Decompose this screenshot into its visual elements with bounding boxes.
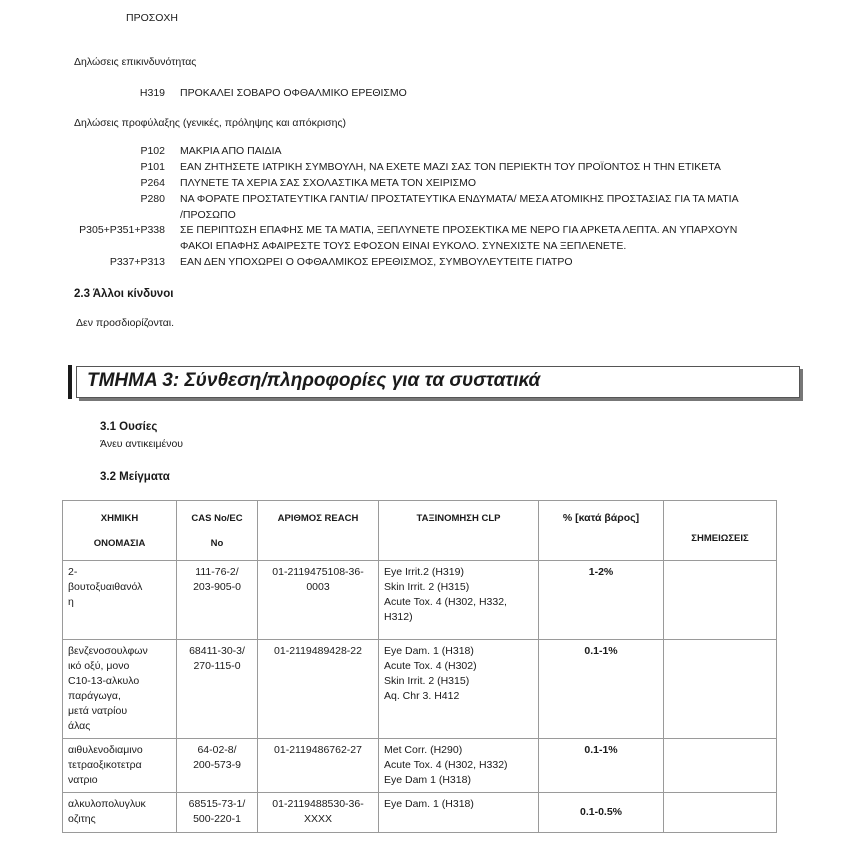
chemical-name-cell-line: νατριο [68,774,98,786]
chemical-name-cell-line: η [68,596,74,608]
header-clp [379,501,539,561]
reach-number-cell-line: 01-2119489428-22 [274,645,362,657]
precaution-text: ΝΑ ΦΟΡΑΤΕ ΠΡΟΣΤΑΤΕΥΤΙΚΑ ΓΑΝΤΙΑ/ ΠΡΟΣΤΑΤΕΥΤΙΚΑ ΕΝΔΥΜΑΤΑ/ ΜΕΣΑ ΑΤΟΜΙΚΗΣ ΠΡΟΣΤΑΣΙΑΣ ΓΙΑ ΤΑ ΜΑΤΙΑ [180,193,739,205]
cas-ec-cell-line: 68515-73-1/ [188,798,246,810]
notes-cell [664,739,777,793]
precaution-text: ΕΑΝ ΔΕΝ ΥΠΟΧΩΡΕΙ Ο ΟΦΘΑΛΜΙΚΟΣ ΕΡΕΘΙΣΜΟΣ, ΣΥΜΒΟΥΛΕΥΤΕΙΤΕ ΓΙΑΤΡΟ [180,256,573,268]
substances-heading: 3.1 Ουσίες [100,421,158,433]
clp-classification-cell [379,561,539,640]
header-percentage [539,501,664,561]
clp-classification-cell [379,739,539,793]
percentage-cell-value: 0.1-0.5% [579,806,623,818]
chemical-name-cell-line: τετραοξικοτετρα [68,759,142,771]
table-row [63,640,777,739]
section-marker-bar [68,365,72,399]
reach-number-cell-line: XXXX [303,813,332,825]
clp-classification-cell-line: Aq. Chr 3. H412 [384,690,460,702]
header-notes-label: ΣΗΜΕΙΩΣΕΙΣ [691,533,749,544]
clp-classification-cell-line: Eye Dam 1 (H318) [384,774,471,786]
notes-cell [664,640,777,739]
chemical-name-cell [63,739,177,793]
reach-number-cell [258,561,379,640]
header-reach-label: ΑΡΙΘΜΟΣ REACH [277,513,359,524]
cas-ec-cell-line: 500-220-1 [193,813,241,825]
signal-word: ΠΡΟΣΟΧΗ [126,12,178,24]
reach-number-cell-line: 0003 [306,581,330,593]
chemical-name-cell [63,561,177,640]
precaution-text: ΠΛΥΝΕΤΕ ΤΑ ΧΕΡΙΑ ΣΑΣ ΣΧΟΛΑΣΤΙΚΑ ΜΕΤΑ ΤΟΝ ΧΕΙΡΙΣΜΟ [180,177,477,189]
precaution-text: ΣΕ ΠΕΡΙΠΤΩΣΗ ΕΠΑΦΗΣ ΜΕ ΤΑ ΜΑΤΙΑ, ΞΕΠΛΥΝΕΤΕ ΠΡΟΣΕΚΤΙΚΑ ΜΕ ΝΕΡΟ ΓΙΑ ΑΡΚΕΤΑ ΛΕΠΤΑ. ΑΝ ΥΠΑΡΧΟΥΝ [180,224,738,236]
chemical-name-cell-line: βενζενοσουλφων [68,645,148,657]
chemical-name-cell-line: C10-13-αλκυλο [68,675,140,687]
header-notes [664,501,777,561]
chemical-name-cell-line: αλκυλοπολυγλυκ [68,798,146,810]
precaution-text-cont: ΦΑΚΟΙ ΕΠΑΦΗΣ ΑΦΑΙΡΕΣΤΕ ΤΟΥΣ ΕΦΟΣΟΝ ΕΙΝΑΙ ΕΥΚΟΛΟ. ΣΥΝΕΧΙΣΤΕ ΝΑ ΞΕΠΛΕΝΕΤΕ. [180,240,627,252]
substances-text: Άνευ αντικειμένου [100,438,184,450]
table-row [63,739,777,793]
header-chemical-name-line2: ΟΝΟΜΑΣΙΑ [93,538,146,549]
chemical-name-cell-line: μετά νατρίου [68,705,128,717]
header-reach [258,501,379,561]
clp-classification-cell [379,640,539,739]
mixtures-heading: 3.2 Μείγματα [100,471,170,483]
clp-classification-cell-line: H312) [384,611,413,623]
percentage-cell-value: 1-2% [588,566,614,578]
chemical-name-cell [63,640,177,739]
reach-number-cell [258,793,379,833]
header-chemical-name [63,501,177,561]
chemical-name-cell-line: οζιτης [68,813,96,825]
cas-ec-cell-line: 203-905-0 [193,581,241,593]
header-cas-line1: CAS No/EC [191,513,243,524]
clp-classification-cell-line: Met Corr. (H290) [384,744,463,756]
precaution-code: P264 [140,177,165,189]
percentage-cell [539,640,664,739]
mixtures-table [62,500,777,833]
header-cas-ec [177,501,258,561]
header-percentage-label: % [κατά βάρος] [562,512,640,524]
notes-cell [664,793,777,833]
clp-classification-cell-line: Acute Tox. 4 (H302) [384,660,477,672]
precaution-code: P305+P351+P338 [79,224,165,236]
cas-ec-cell [177,793,258,833]
reach-number-cell [258,640,379,739]
reach-number-cell-line: 01-2119488530-36- [272,798,364,810]
notes-cell [664,561,777,640]
chemical-name-cell-line: παράγωγα, [68,690,121,702]
precaution-code: P102 [140,145,165,157]
cas-ec-cell [177,561,258,640]
precaution-code: P280 [140,193,165,205]
hazard-text: ΠΡΟΚΑΛΕΙ ΣΟΒΑΡΟ ΟΦΘΑΛΜΙΚΟ ΕΡΕΘΙΣΜΟ [180,87,407,99]
clp-classification-cell-line: Eye Dam. 1 (H318) [384,798,474,810]
chemical-name-cell-line: άλας [68,720,91,732]
chemical-name-cell-line: βουτοξυαιθανόλ [68,581,143,593]
section-3-title: ΤΜΗΜΑ 3: Σύνθεση/πληροφορίες για τα συστατικά [87,370,541,391]
percentage-cell [539,739,664,793]
percentage-cell [539,561,664,640]
cas-ec-cell [177,739,258,793]
clp-classification-cell-line: Eye Irrit.2 (H319) [384,566,464,578]
precaution-code: P101 [140,161,165,173]
chemical-name-cell-line: αιθυλενοδιαμινο [68,744,143,756]
precaution-code: P337+P313 [109,256,165,268]
clp-classification-cell-line: Acute Tox. 4 (H302, H332) [384,759,508,771]
header-chemical-name-line1: ΧΗΜΙΚΗ [100,513,139,524]
clp-classification-cell-line: Acute Tox. 4 (H302, H332, [384,596,507,608]
cas-ec-cell-line: 68411-30-3/ [189,645,245,657]
other-hazards-text: Δεν προσδιορίζονται. [76,317,175,329]
other-hazards-heading: 2.3 Άλλοι κίνδυνοι [74,288,174,300]
cas-ec-cell-line: 270-115-0 [193,660,241,672]
clp-classification-cell-line: Eye Dam. 1 (H318) [384,645,474,657]
percentage-cell-value: 0.1-1% [584,744,618,756]
precaution-statements-heading: Δηλώσεις προφύλαξης (γενικές, πρόληψης και απόκρισης) [74,117,347,129]
table-row [63,793,777,833]
table-row [63,561,777,640]
chemical-name-cell-line: ικό οξύ, μονο [68,660,130,672]
hazard-statements-heading: Δηλώσεις επικινδυνότητας [74,56,197,68]
header-cas-line2: No [210,538,224,549]
clp-classification-cell-line: Skin Irrit. 2 (H315) [384,581,470,593]
precaution-text: ΕΑΝ ΖΗΤΗΣΕΤΕ ΙΑΤΡΙΚΗ ΣΥΜΒΟΥΛΗ, ΝΑ ΕΧΕΤΕ ΜΑΖΙ ΣΑΣ ΤΟΝ ΠΕΡΙΕΚΤΗ ΤΟΥ ΠΡΟΪΟΝΤΟΣ Η ΤΗΝ ΕΤΙΚΕΤΑ [180,161,721,173]
clp-classification-cell-line: Skin Irrit. 2 (H315) [384,675,470,687]
reach-number-cell-line: 01-2119486762-27 [274,744,362,756]
cas-ec-cell-line: 64-02-8/ [197,744,237,756]
cas-ec-cell-line: 111-76-2/ [195,566,239,578]
cas-ec-cell [177,640,258,739]
precaution-text-cont: /ΠΡΟΣΩΠΟ [180,209,236,221]
section-3-header [76,366,800,398]
percentage-cell-value: 0.1-1% [584,645,618,657]
chemical-name-cell-line: 2- [68,566,78,578]
reach-number-cell [258,739,379,793]
clp-classification-cell [379,793,539,833]
precaution-text: ΜΑΚΡΙΑ ΑΠΟ ΠΑΙΔΙΑ [180,145,282,157]
hazard-code: H319 [139,87,165,99]
header-clp-label: ΤΑΞΙΝΟΜΗΣΗ CLP [416,513,501,524]
reach-number-cell-line: 01-2119475108-36- [272,566,364,578]
cas-ec-cell-line: 200-573-9 [193,759,241,771]
percentage-cell [539,793,664,833]
table-header-row [63,501,777,561]
chemical-name-cell [63,793,177,833]
